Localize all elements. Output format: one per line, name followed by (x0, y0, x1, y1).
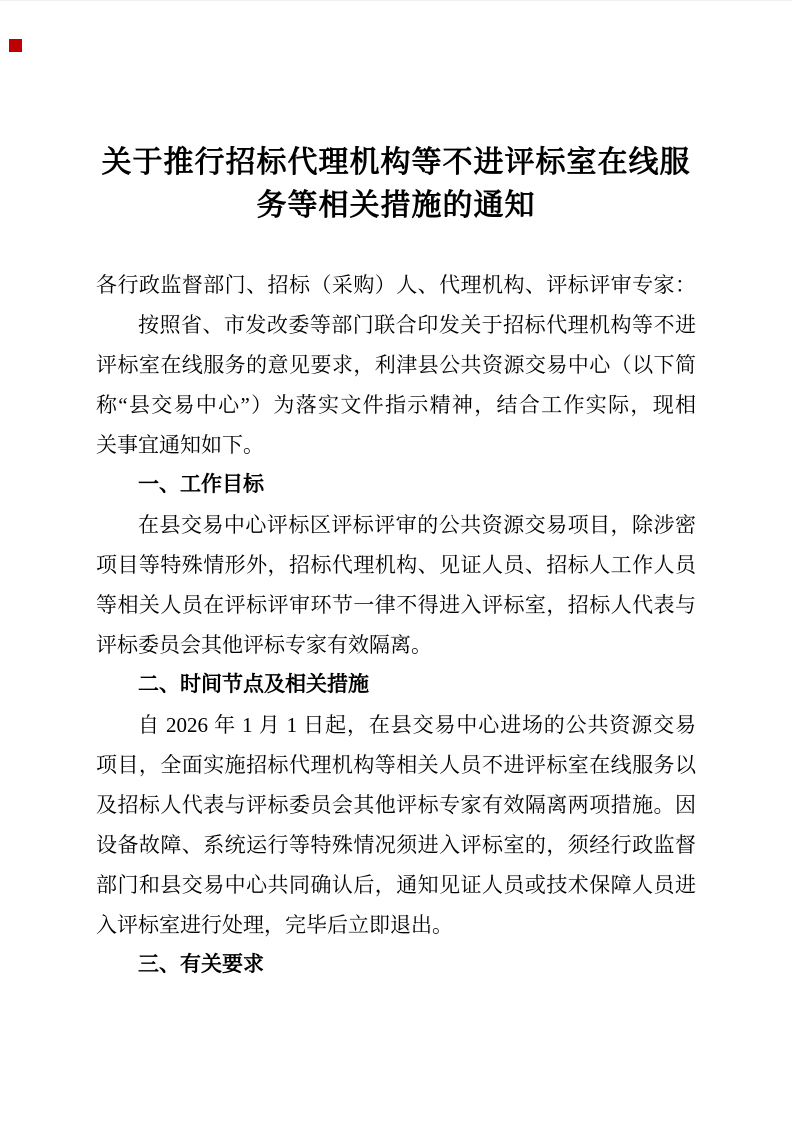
title-line-2: 务等相关措施的通知 (256, 189, 536, 222)
section-heading: 三、有关要求 (138, 953, 264, 976)
text-line: 等相关人员在评标评审环节一律不得进入评标室，招标人代表与 (96, 593, 696, 617)
document-body (96, 265, 696, 985)
text-line: 评标室在线服务的意见要求，利津县公共资源交易中心（以下简 (96, 353, 696, 377)
text-line: 评标委员会其他评标专家有效隔离。 (96, 633, 432, 657)
text-line: 设备故障、系统运行等特殊情况须进入评标室的，须经行政监督 (96, 833, 696, 857)
text-line: 各行政监督部门、招标（采购）人、代理机构、评标评审专家： (96, 273, 696, 297)
text-line: 入评标室进行处理，完毕后立即退出。 (96, 913, 453, 937)
text-line: 项目等特殊情形外，招标代理机构、见证人员、招标人工作人员 (96, 553, 696, 577)
section-heading: 一、工作目标 (138, 473, 264, 496)
document-title (96, 141, 696, 227)
section-heading: 二、时间节点及相关措施 (138, 673, 369, 696)
text-line: 自 2026 年 1 月 1 日起，在县交易中心进场的公共资源交易 (138, 713, 696, 737)
text-line: 在县交易中心评标区评标评审的公共资源交易项目，除涉密 (138, 513, 696, 537)
text-line: 称“县交易中心”）为落实文件指示精神，结合工作实际，现相 (96, 393, 696, 417)
text-line: 按照省、市发改委等部门联合印发关于招标代理机构等不进 (138, 313, 696, 337)
text-line: 项目，全面实施招标代理机构等相关人员不进评标室在线服务以 (96, 753, 696, 777)
text-line: 及招标人代表与评标委员会其他评标专家有效隔离两项措施。因 (96, 793, 696, 817)
title-line-1: 关于推行招标代理机构等不进评标室在线服 (101, 146, 691, 179)
text-line: 关事宜通知如下。 (96, 433, 264, 457)
red-square-marker (9, 39, 22, 52)
text-line: 部门和县交易中心共同确认后，通知见证人员或技术保障人员进 (96, 873, 696, 897)
